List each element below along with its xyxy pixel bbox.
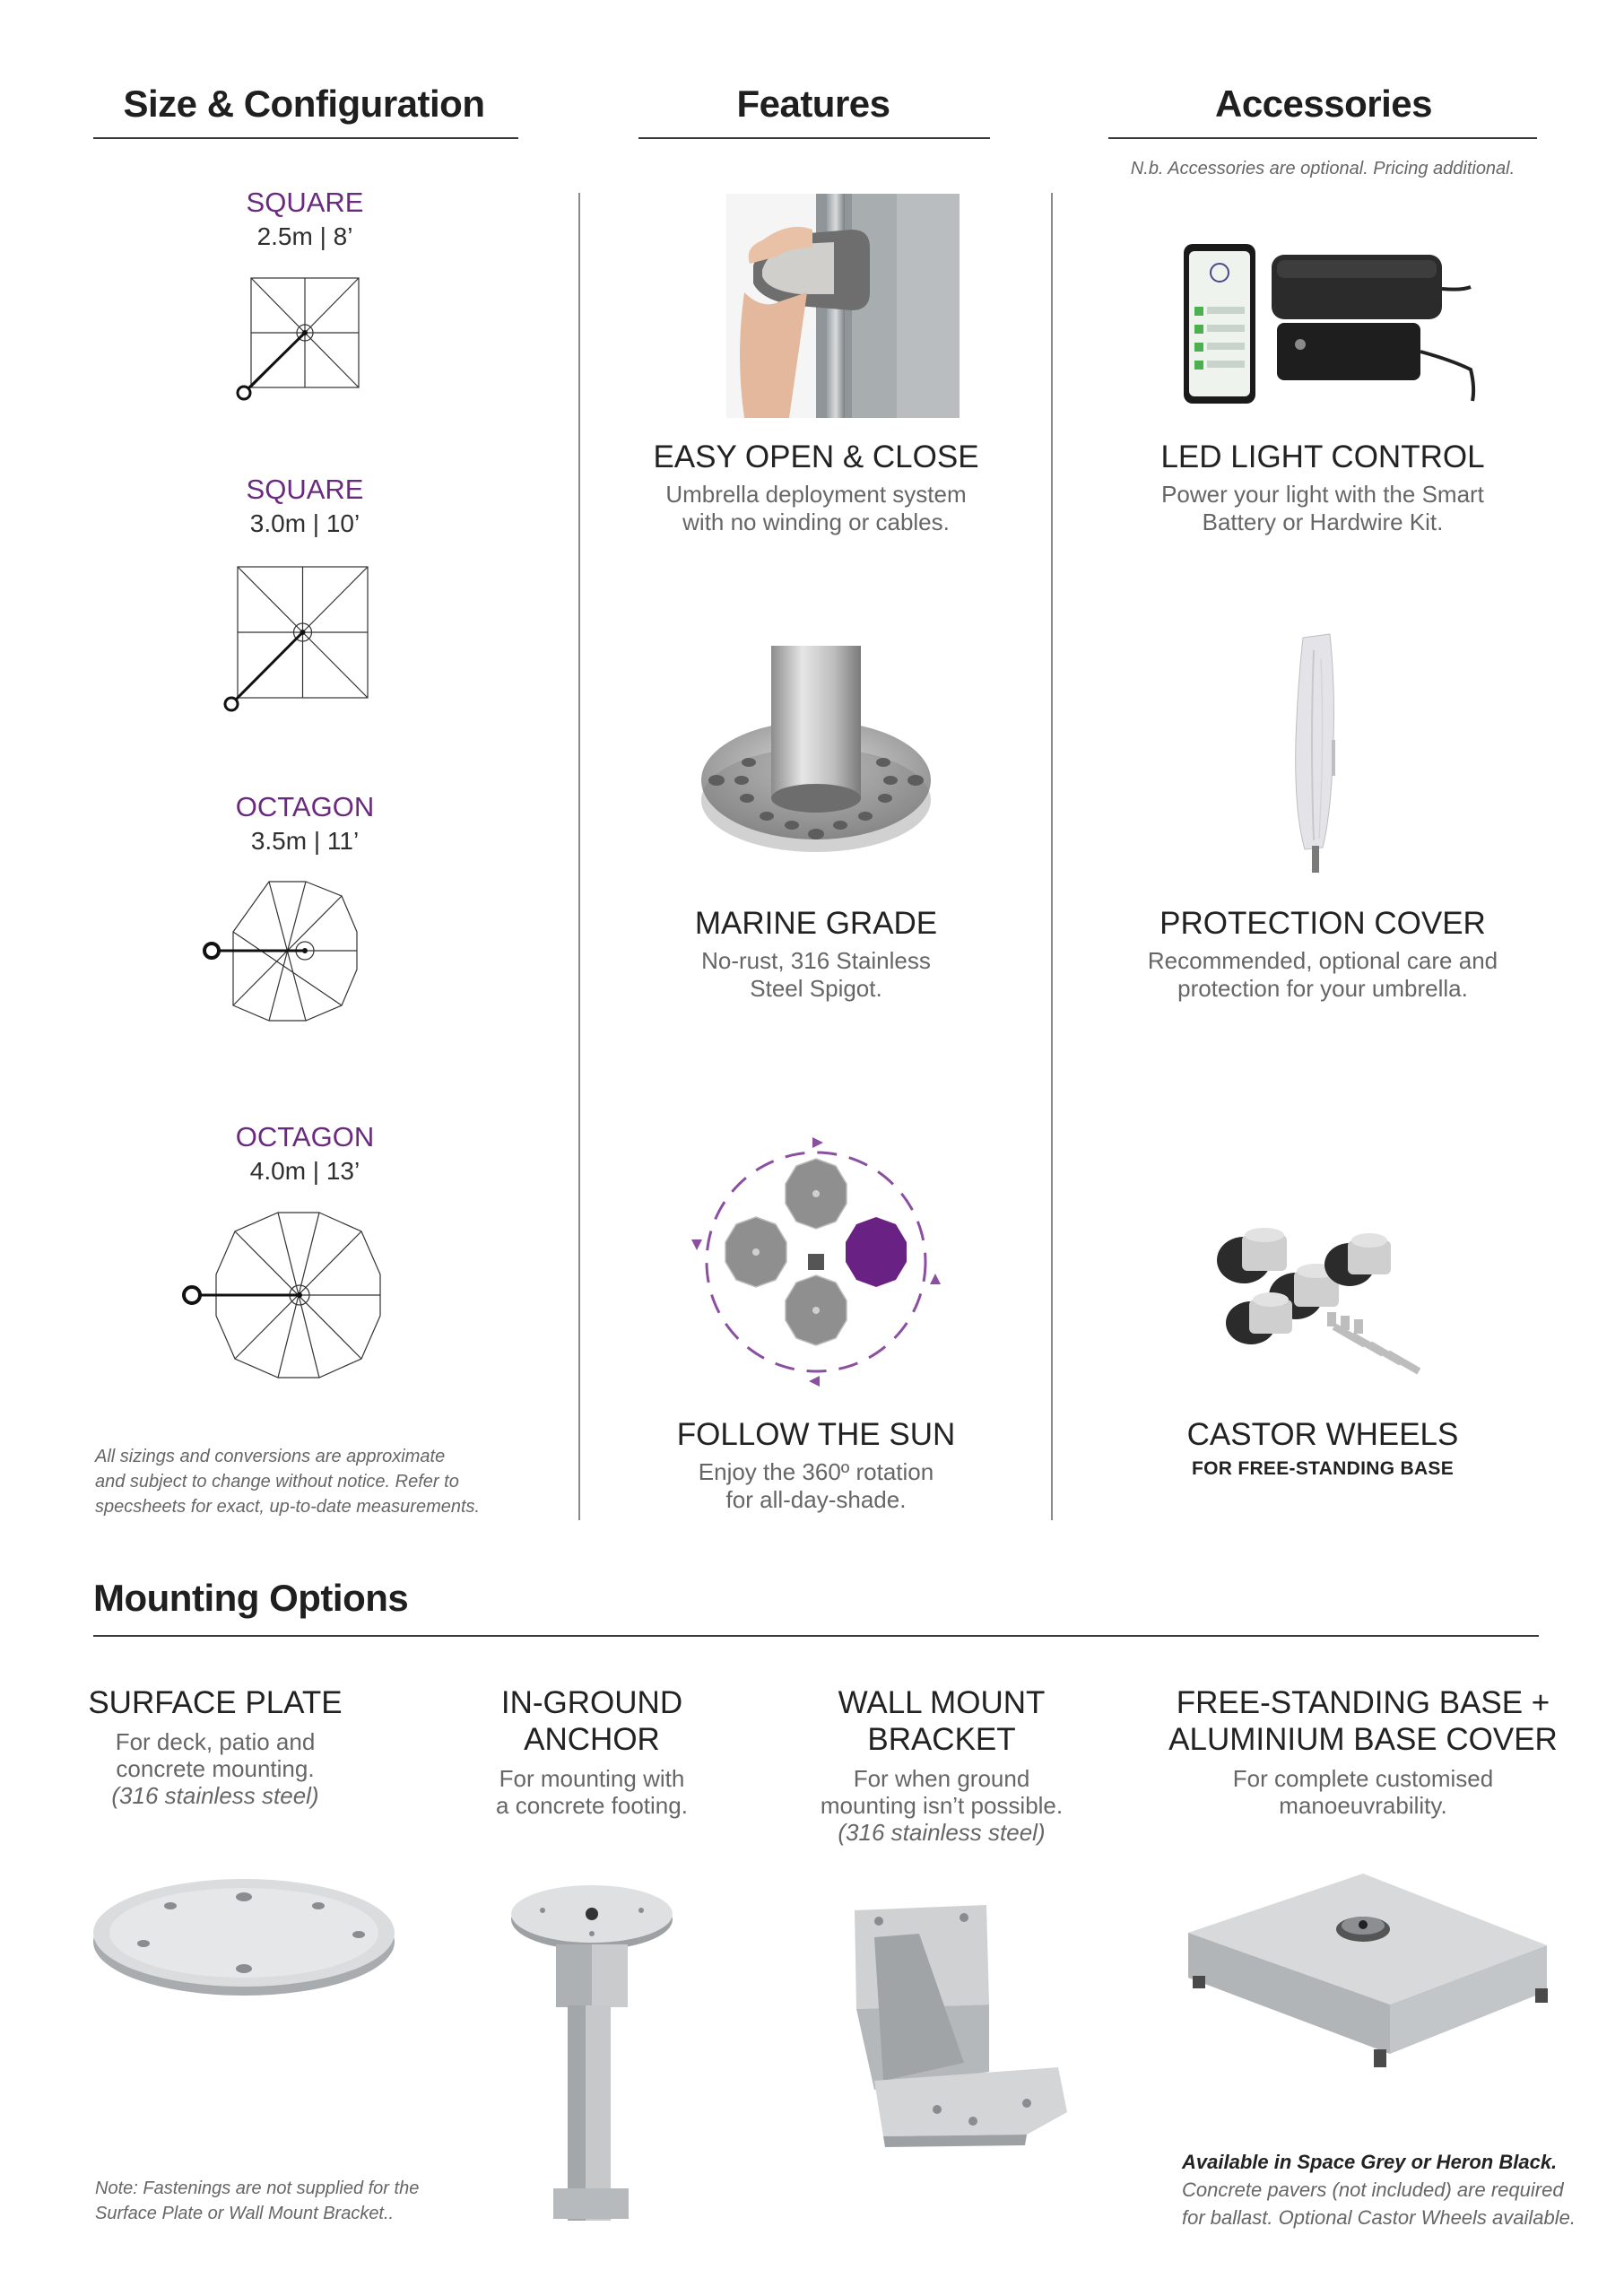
base-note-line: Concrete pavers (not included) are required — [1182, 2179, 1564, 2201]
size-disclaimer-line: specsheets for exact, up-to-date measurements. — [95, 1497, 481, 1517]
shape-name: SQUARE — [246, 187, 364, 218]
mount-title — [1152, 1684, 1574, 1758]
accessory-desc-line: Battery or Hardwire Kit. — [1202, 509, 1444, 535]
feature-easy-open — [587, 439, 1045, 536]
accessory-protection-cover — [1058, 906, 1587, 1003]
mount-desc-line: For complete customised — [1232, 1765, 1494, 1792]
mounting-note-line: Note: Fastenings are not supplied for the — [95, 2179, 420, 2198]
feature-marine-grade — [587, 906, 1045, 1003]
feature-desc — [587, 481, 1045, 536]
mount-desc — [785, 1765, 1099, 1846]
mount-option-in-ground-anchor — [444, 1684, 740, 1819]
protection-cover-photo — [1278, 632, 1368, 874]
size-disclaimer-line: and subject to change without notice. Refer to — [95, 1472, 459, 1492]
shape-name: SQUARE — [246, 474, 364, 505]
mounting-options-rule — [93, 1635, 1539, 1637]
mount-desc — [1152, 1765, 1574, 1819]
accessories-rule — [1108, 137, 1537, 139]
mount-title-line: IN-GROUND — [500, 1685, 683, 1720]
marine-grade-spigot-photo — [686, 646, 946, 879]
feature-title: MARINE GRADE — [694, 906, 938, 941]
feature-desc-line: for all-day-shade. — [725, 1486, 907, 1513]
mount-title — [785, 1684, 1099, 1758]
shape-name: OCTAGON — [235, 791, 375, 822]
size-square-25 — [170, 187, 439, 251]
led-light-control-kit-photo — [1184, 235, 1480, 414]
mount-desc-line: manoeuvrability. — [1279, 1792, 1447, 1819]
feature-follow-the-sun — [587, 1417, 1045, 1514]
feature-title: FOLLOW THE SUN — [676, 1417, 956, 1452]
accessory-title: PROTECTION COVER — [1159, 906, 1486, 941]
castor-wheels-photo — [1197, 1215, 1430, 1386]
feature-desc — [587, 1458, 1045, 1514]
shape-dims: 2.5m | 8’ — [256, 222, 353, 250]
feature-desc-line: Steel Spigot. — [750, 975, 882, 1002]
size-config-rule — [93, 137, 518, 139]
mount-title — [72, 1684, 359, 1721]
follow-the-sun-rotation-illustration — [690, 1132, 942, 1387]
shape-dims: 3.5m | 11’ — [250, 827, 360, 855]
octagon-3-5-diagram — [195, 874, 393, 1054]
accessories-heading: Accessories — [1214, 83, 1432, 125]
mount-option-free-standing-base — [1152, 1684, 1574, 1819]
mount-option-wall-mount-bracket — [785, 1684, 1099, 1846]
accessory-led-light-control — [1058, 439, 1587, 536]
feature-title: EASY OPEN & CLOSE — [653, 439, 979, 474]
feature-desc-line: Umbrella deployment system — [665, 481, 967, 508]
features-rule — [638, 137, 990, 139]
square-2-5-diagram — [231, 269, 366, 404]
mount-desc-italic: (316 stainless steel) — [111, 1782, 319, 1809]
accessory-desc-line: Power your light with the Smart — [1161, 481, 1484, 508]
mount-title-line: BRACKET — [867, 1722, 1016, 1757]
base-availability-bold: Available in Space Grey or Heron Black. — [1182, 2151, 1558, 2173]
size-octagon-35 — [170, 791, 439, 856]
mount-desc-line: concrete mounting. — [116, 1755, 315, 1782]
shape-dims: 3.0m | 10’ — [249, 509, 360, 537]
base-note-line: for ballast. Optional Castor Wheels available. — [1182, 2206, 1576, 2229]
accessories-note: N.b. Accessories are optional. Pricing additional. — [1130, 159, 1515, 178]
accessory-desc-line: Recommended, optional care and — [1147, 947, 1498, 974]
mount-title-line: FREE-STANDING BASE + — [1176, 1685, 1550, 1720]
feature-desc-line: with no winding or cables. — [682, 509, 950, 535]
column-divider-left — [578, 193, 580, 1520]
mount-desc-line: For deck, patio and — [115, 1728, 316, 1755]
surface-plate-photo — [90, 1870, 399, 2005]
size-config-heading: Size & Configuration — [123, 83, 485, 125]
accessory-desc — [1058, 481, 1587, 536]
mount-title-line: SURFACE PLATE — [88, 1685, 343, 1720]
shape-dims: 4.0m | 13’ — [249, 1157, 360, 1185]
size-disclaimer — [95, 1444, 561, 1519]
column-divider-right — [1051, 193, 1053, 1520]
mounting-fastenings-note — [95, 2176, 490, 2226]
accessory-desc — [1058, 947, 1587, 1003]
size-disclaimer-line: All sizings and conversions are approximate — [95, 1447, 446, 1466]
accessory-castor-wheels — [1058, 1417, 1587, 1480]
accessory-desc-line: protection for your umbrella. — [1177, 975, 1468, 1002]
square-3-0-diagram — [215, 558, 377, 719]
octagon-4-0-diagram — [176, 1206, 409, 1413]
mount-title-line: WALL MOUNT — [838, 1685, 1046, 1720]
in-ground-anchor-photo — [507, 1883, 677, 2233]
mount-desc-line: mounting isn’t possible. — [820, 1792, 1064, 1819]
mount-title-line: ALUMINIUM BASE COVER — [1168, 1722, 1558, 1757]
easy-open-handle-photo — [726, 194, 960, 418]
mount-desc — [72, 1728, 359, 1809]
size-octagon-40 — [170, 1121, 439, 1186]
feature-desc-line: Enjoy the 360º rotation — [698, 1458, 934, 1485]
mount-desc-line: a concrete footing. — [496, 1792, 688, 1819]
feature-desc — [587, 947, 1045, 1003]
wall-mount-bracket-photo — [847, 1901, 1067, 2152]
features-heading: Features — [736, 83, 890, 125]
shape-name: OCTAGON — [235, 1121, 375, 1152]
mounting-note-line: Surface Plate or Wall Mount Bracket.. — [95, 2204, 395, 2223]
mount-desc-line: For mounting with — [499, 1765, 685, 1792]
mount-desc-line: For when ground — [853, 1765, 1030, 1792]
free-standing-base-photo — [1184, 1870, 1551, 2094]
mount-title-line: ANCHOR — [524, 1722, 660, 1757]
accessory-subtitle: FOR FREE-STANDING BASE — [1191, 1458, 1455, 1479]
mount-option-surface-plate — [72, 1684, 359, 1809]
accessory-title: CASTOR WHEELS — [1186, 1417, 1459, 1452]
size-square-30 — [170, 474, 439, 538]
mount-desc — [444, 1765, 740, 1819]
feature-desc-line: No-rust, 316 Stainless — [701, 947, 931, 974]
accessory-title: LED LIGHT CONTROL — [1160, 439, 1485, 474]
base-availability-note — [1182, 2148, 1612, 2231]
mount-title — [444, 1684, 740, 1758]
mounting-options-heading: Mounting Options — [93, 1577, 409, 1619]
mount-desc-italic: (316 stainless steel) — [838, 1819, 1046, 1846]
